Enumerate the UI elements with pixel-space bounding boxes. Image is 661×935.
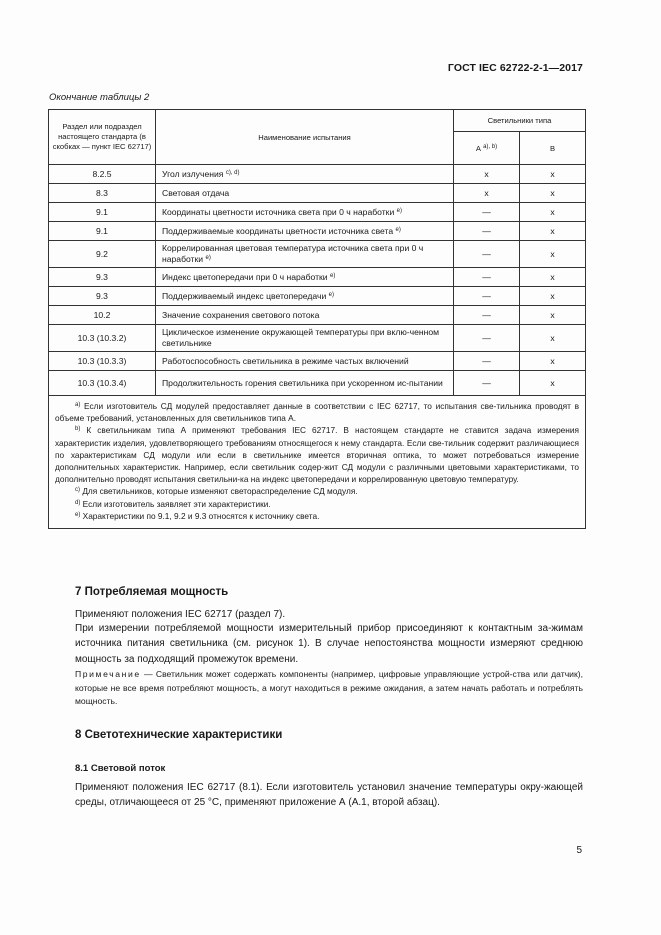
table-row xyxy=(49,184,586,203)
row-section: 10.3 (10.3.3) xyxy=(49,352,156,371)
row-type-b-value: x xyxy=(520,184,586,203)
table-footnotes xyxy=(49,396,586,529)
row-test-name: Световая отдача xyxy=(156,184,454,203)
table-row xyxy=(49,222,586,241)
section-7-paragraph-2: При измерении потребляемой мощности измерительный прибор присоединяют к контактным за-жимам источника питания светильника (см. рисунок 1). В случае непостоянства мощности измеряют среднюю мощность за подходящий промежуток времени. xyxy=(75,623,583,665)
table-row xyxy=(49,352,586,371)
tests-table xyxy=(48,109,586,529)
subsection-8-1-heading: 8.1 Световой поток xyxy=(75,763,166,774)
row-type-a-value: — xyxy=(454,371,520,396)
row-type-a-value: x xyxy=(454,184,520,203)
table-row xyxy=(49,241,586,268)
table-row xyxy=(49,306,586,325)
footnote: $^{c)}$ Для светильников, которые изменяют светораспределение СД модуля. xyxy=(75,486,358,497)
row-test-name: Поддерживаемые координаты цветности источника света $^{e)}$ xyxy=(156,222,454,241)
table-row xyxy=(49,287,586,306)
section-7-note xyxy=(75,668,583,709)
table-row xyxy=(49,165,586,184)
row-section: 10.3 (10.3.4) xyxy=(49,371,156,396)
row-type-a-value: — xyxy=(454,203,520,222)
section-7-paragraph-1: Применяют положения IEC 62717 (раздел 7). xyxy=(75,609,286,620)
row-test-name: Продолжительность горения светильника при ускоренном ис-пытании xyxy=(156,371,454,396)
header-type-a: А $^{a), b)}$ xyxy=(454,132,520,165)
row-test-name: Поддерживаемый индекс цветопередачи $^{e)}$ xyxy=(156,287,454,306)
row-type-b-value: x xyxy=(520,287,586,306)
row-section: 9.1 xyxy=(49,222,156,241)
note-label: Примечание xyxy=(75,669,141,679)
header-test-name: Наименование испытания xyxy=(156,110,454,165)
row-section: 10.2 xyxy=(49,306,156,325)
row-section: 9.3 xyxy=(49,268,156,287)
row-type-a-value: — xyxy=(454,268,520,287)
row-test-name: Коррелированная цветовая температура источника света при 0 ч наработки $^{e)}$ xyxy=(156,241,454,268)
section-8-heading: 8 Светотехнические характеристики xyxy=(75,729,283,741)
row-type-b-value: x xyxy=(520,325,586,352)
row-type-a-value: — xyxy=(454,241,520,268)
row-type-b-value: x xyxy=(520,222,586,241)
row-test-name: Координаты цветности источника света при 0 ч наработки $^{e)}$ xyxy=(156,203,454,222)
row-test-name: Работоспособность светильника в режиме частых включений xyxy=(156,352,454,371)
note-text: — Светильник может содержать компоненты (например, цифровые управляющие устрой-ства или датчик), которые не все время потребляют мощность, а могут находиться в режиме ожидания, а затем начать работать и потреблять мощность. xyxy=(75,669,583,707)
row-section: 8.2.5 xyxy=(49,165,156,184)
row-section: 10.3 (10.3.2) xyxy=(49,325,156,352)
row-type-b-value: x xyxy=(520,371,586,396)
row-type-a-value: — xyxy=(454,352,520,371)
table-row xyxy=(49,325,586,352)
table-row xyxy=(49,268,586,287)
row-type-b-value: x xyxy=(520,352,586,371)
row-type-a-value: — xyxy=(454,287,520,306)
section-7-heading: 7 Потребляемая мощность xyxy=(75,586,229,598)
row-type-b-value: x xyxy=(520,241,586,268)
row-type-a-value: — xyxy=(454,306,520,325)
section-8-paragraph-1: Применяют положения IEC 62717 (8.1). Если изготовитель установил значение температуры окру-жающей среды, отличающееся от 25 °С, применяют приложение А (А.1, второй абзац). xyxy=(75,782,583,809)
row-type-b-value: x xyxy=(520,268,586,287)
row-test-name: Индекс цветопередачи при 0 ч наработки $^{e)}$ xyxy=(156,268,454,287)
table-caption: Окончание таблицы 2 xyxy=(49,92,150,103)
row-test-name: Угол излучения $^{c), d)}$ xyxy=(156,165,454,184)
row-type-a-value: x xyxy=(454,165,520,184)
table-row xyxy=(49,203,586,222)
row-section: 9.2 xyxy=(49,241,156,268)
footnote: $^{b)}$ К светильникам типа А применяют требования IEC 62717. В настоящем стандарте не ставится задача измерения характеристик изделия, удовлетворяющего требованиям относящегося к нему стандарта. Если све-тильник содержит различающиеся по характеристикам СД модули или если в светильнике имеется вторичная оптика, то может потребоваться измерение дополнительных характеристик. Например, если светильник содер-жит СД модули с различными цветовыми характеристиками, то дополнительно проводят испытания светильни-ка на индекс цветопередачи и коррелированную цветовую температуру. xyxy=(55,425,580,485)
row-test-name: Значение сохранения светового потока xyxy=(156,306,454,325)
header-section: Раздел или подраздел настоящего стандарта (в скобках — пункт IEC 62717) xyxy=(49,110,156,165)
header-luminaires: Светильники типа xyxy=(454,110,586,132)
header-type-b: В xyxy=(520,132,586,165)
row-type-b-value: x xyxy=(520,306,586,325)
row-type-a-value: — xyxy=(454,222,520,241)
footnote: $^{e)}$ Характеристики по 9.1, 9.2 и 9.3 относятся к источнику света. xyxy=(75,510,320,521)
row-test-name: Циклическое изменение окружающей температуры при вклю-ченном светильнике xyxy=(156,325,454,352)
row-section: 9.1 xyxy=(49,203,156,222)
table-body xyxy=(49,165,586,396)
footnote: $^{d)}$ Если изготовитель заявляет эти характеристики. xyxy=(75,498,271,509)
row-section: 9.3 xyxy=(49,287,156,306)
document-id: ГОСТ IEC 62722-2-1—2017 xyxy=(447,62,583,74)
row-type-a-value: — xyxy=(454,325,520,352)
page-number: 5 xyxy=(576,845,582,856)
table-row xyxy=(49,371,586,396)
footnote: $^{a)}$ Если изготовитель СД модулей предоставляет данные в соответствии с IEC 62717, то испытания све-тильника проводят в объеме требований, установленных для светильников типа А. xyxy=(55,401,579,424)
row-section: 8.3 xyxy=(49,184,156,203)
row-type-b-value: x xyxy=(520,203,586,222)
row-type-b-value: x xyxy=(520,165,586,184)
